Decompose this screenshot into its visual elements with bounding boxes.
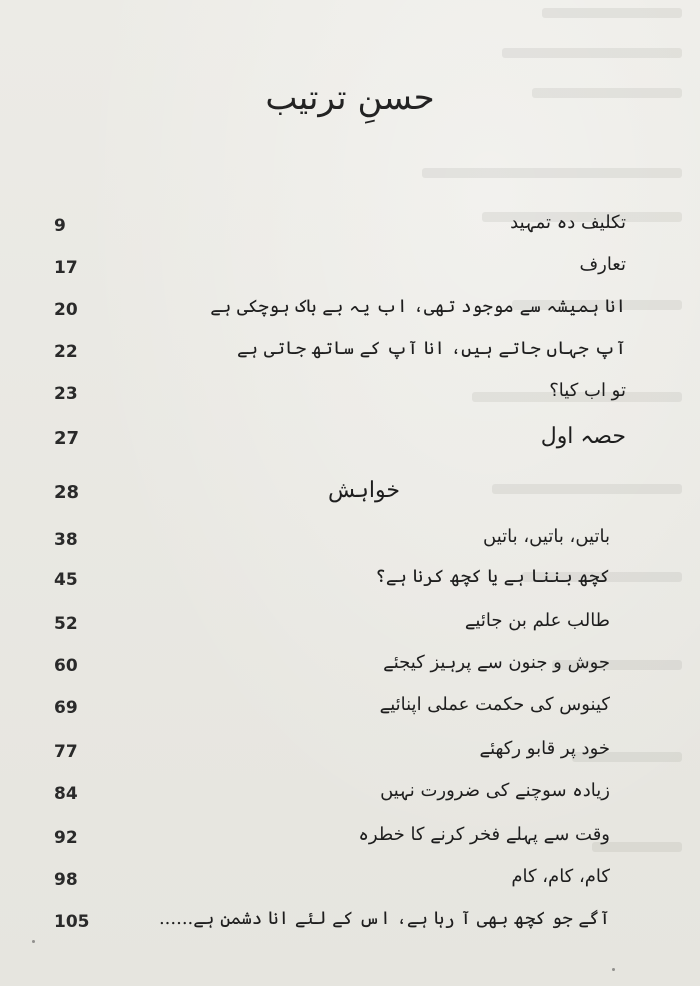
entry-title: حصہ اول <box>540 424 626 449</box>
entry-title: کینوس کی حکمت عملی اپنائیے <box>379 694 610 715</box>
page-number: 77 <box>54 742 78 762</box>
toc-entry[interactable] <box>0 338 700 368</box>
entry-title: تو اب کیا؟ <box>549 380 626 401</box>
page-number: 38 <box>54 530 78 550</box>
page-number: 105 <box>54 912 90 932</box>
page-number: 27 <box>54 428 80 449</box>
entry-title: زیادہ سوچنے کی ضرورت نہیں <box>380 780 610 801</box>
page-number: 9 <box>54 216 66 236</box>
bleed-through-line <box>542 8 682 18</box>
toc-entry[interactable] <box>0 610 700 640</box>
page-number: 17 <box>54 258 78 278</box>
page-number: 69 <box>54 698 78 718</box>
toc-entry[interactable] <box>0 380 700 410</box>
toc-entry-section-heading[interactable] <box>0 478 700 508</box>
page-number: 45 <box>54 570 78 590</box>
toc-entry[interactable] <box>0 526 700 556</box>
entry-title: کام، کام، کام <box>511 866 610 887</box>
entry-title: طالب علم بن جائیے <box>464 610 610 631</box>
toc-entry[interactable] <box>0 296 700 326</box>
toc-entry[interactable] <box>0 566 700 596</box>
entry-title: جوش و جنون سے پرہیز کیجئے <box>383 652 610 673</box>
paper-speck <box>32 940 35 943</box>
toc-entry[interactable] <box>0 652 700 682</box>
page-number: 60 <box>54 656 78 676</box>
toc-entry[interactable] <box>0 780 700 810</box>
entry-title: تکلیف دہ تمہید <box>510 212 626 233</box>
entry-title: انا ہمیشہ سے موجود تھی، اب یہ بے باک ہوچکی ہے <box>210 296 626 317</box>
entry-title: خود پر قابو رکھئے <box>479 738 610 759</box>
bleed-through-line <box>502 48 682 58</box>
entry-title: وقت سے پہلے فخر کرنے کا خطرہ <box>358 824 610 845</box>
toc-entry[interactable] <box>0 694 700 724</box>
entry-title: کچھ بننا ہے یا کچھ کرنا ہے؟ <box>375 566 610 587</box>
entry-title: خواہش <box>327 478 400 503</box>
bleed-through-line <box>422 168 682 178</box>
page-number: 98 <box>54 870 78 890</box>
page-number: 22 <box>54 342 78 362</box>
paper-speck <box>612 968 615 971</box>
toc-entry[interactable] <box>0 908 700 938</box>
toc-entry[interactable] <box>0 866 700 896</box>
page-number: 28 <box>54 482 80 503</box>
page-number: 20 <box>54 300 78 320</box>
entry-title: آپ جہاں جاتے ہیں، انا آپ کے ساتھ جاتی ہے <box>237 338 626 359</box>
toc-entry[interactable] <box>0 212 700 242</box>
entry-title: آگے جو کچھ بھی آ رہا ہے، اس کے لئے انا دشمن ہے...... <box>158 908 610 929</box>
page-title: حسنِ ترتیب <box>265 78 435 118</box>
toc-entry-part-heading[interactable] <box>0 424 700 454</box>
toc-entry[interactable] <box>0 824 700 854</box>
page-number: 52 <box>54 614 78 634</box>
page-number: 23 <box>54 384 78 404</box>
page-number: 84 <box>54 784 78 804</box>
toc-entry[interactable] <box>0 738 700 768</box>
entry-title: تعارف <box>579 254 626 275</box>
entry-title: باتیں، باتیں، باتیں <box>483 526 610 547</box>
toc-entry[interactable] <box>0 254 700 284</box>
page-number: 92 <box>54 828 78 848</box>
